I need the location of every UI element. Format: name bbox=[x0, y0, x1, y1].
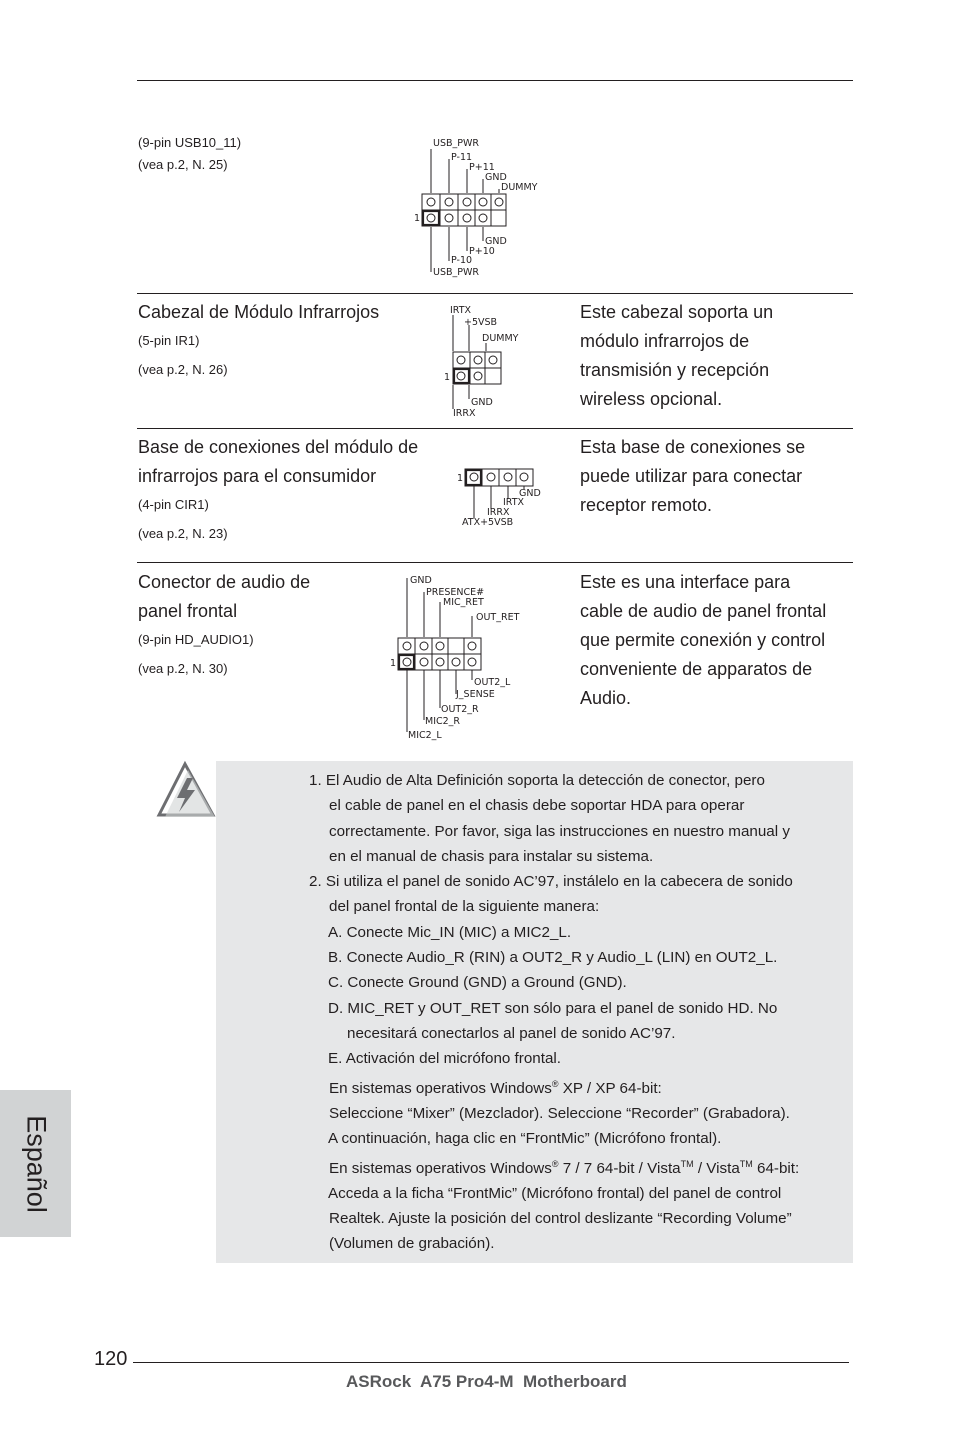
cir-desc-line: Esta base de conexiones se bbox=[580, 437, 806, 457]
ir-desc-line: wireless opcional. bbox=[580, 389, 723, 409]
cir-pin1-marker: 1 bbox=[457, 473, 464, 484]
w7-suffix: 64-bit: bbox=[752, 1159, 800, 1177]
usb-label-dummy: DUMMY bbox=[501, 182, 538, 193]
usb-label-p+11: P+11 bbox=[469, 162, 495, 173]
note-line: A continuación, haga clic en “FrontMic” (Micrófono frontal). bbox=[328, 1130, 722, 1148]
audio-label-out2-r: OUT2_R bbox=[441, 704, 479, 715]
audio-pin1-marker: 1 bbox=[390, 658, 397, 669]
note-line: el cable de panel en el chasis debe soportar HDA para operar bbox=[329, 797, 745, 815]
usb-label-p+10: P+10 bbox=[469, 246, 495, 257]
audio-pins-label: (9-pin HD_AUDIO1) bbox=[138, 632, 254, 647]
note-line: necesitará conectarlos al panel de sonido AC’97. bbox=[347, 1024, 676, 1042]
audio-label-mic2-l: MIC2_L bbox=[408, 730, 442, 741]
xp-prefix: En sistemas operativos Windows bbox=[329, 1079, 552, 1097]
audio-title bbox=[138, 568, 310, 626]
ir-desc-line: módulo infrarrojos de bbox=[580, 331, 750, 351]
audio-header-diagram bbox=[385, 572, 535, 744]
ir-desc-line: transmisión y recepción bbox=[580, 360, 770, 380]
cir-desc-line: puede utilizar para conectar bbox=[580, 466, 803, 486]
cir-title-line: Base de conexiones del módulo de bbox=[138, 437, 419, 457]
note-line: A. Conecte Mic_IN (MIC) a MIC2_L. bbox=[328, 923, 572, 941]
audio-label-mic2-r: MIC2_R bbox=[425, 716, 461, 727]
note-line: en el manual de chasis para instalar su sistema. bbox=[329, 847, 654, 865]
cir-ref-label: (vea p.2, N. 23) bbox=[138, 526, 228, 541]
usb-label-usb-pwr-top: USB_PWR bbox=[433, 138, 479, 149]
note-line: 1. El Audio de Alta Definición soporta la detección de conector, pero bbox=[309, 772, 765, 789]
divider-3 bbox=[137, 562, 853, 563]
note-line: B. Conecte Audio_R (RIN) a OUT2_R y Audio_L (LIN) en OUT2_L. bbox=[328, 949, 778, 967]
audio-title-line: panel frontal bbox=[138, 601, 238, 621]
ir-label-5vsb: +5VSB bbox=[464, 317, 498, 328]
cir-label-gnd: GND bbox=[519, 488, 541, 499]
note-line: Seleccione “Mixer” (Mezclador). Seleccione “Recorder” (Grabadora). bbox=[329, 1104, 790, 1122]
audio-label-gnd: GND bbox=[410, 575, 432, 586]
ir-label-gnd: GND bbox=[471, 397, 493, 408]
usb-label-gnd-bottom: GND bbox=[485, 236, 507, 247]
note-line: del panel frontal de la siguiente manera: bbox=[329, 898, 600, 916]
audio-title-line: Conector de audio de bbox=[138, 572, 311, 592]
audio-desc-line: Audio. bbox=[580, 688, 632, 708]
note-line: 2. Si utiliza el panel de sonido AC’97, instálelo en la cabecera de sonido bbox=[309, 873, 793, 891]
ir-pin1-marker: 1 bbox=[444, 372, 451, 383]
ir-ref-label: (vea p.2, N. 26) bbox=[138, 362, 228, 377]
audio-label-out-ret: OUT_RET bbox=[476, 612, 520, 623]
top-rule bbox=[137, 80, 853, 81]
note-line: Realtek. Ajuste la posición del control deslizante “Recording Volume” bbox=[329, 1210, 792, 1228]
cir-desc-line: receptor remoto. bbox=[580, 495, 713, 515]
page-number: 120 bbox=[94, 1348, 128, 1370]
audio-desc-line: conveniente de apparatos de bbox=[580, 659, 813, 679]
note-line: C. Conecte Ground (GND) a Ground (GND). bbox=[328, 974, 627, 992]
trademark-mark: TM bbox=[739, 1158, 753, 1169]
notes-text bbox=[309, 768, 853, 1257]
audio-ref-label: (vea p.2, N. 30) bbox=[138, 661, 228, 676]
cir-description bbox=[580, 433, 805, 520]
language-side-tab bbox=[0, 1090, 71, 1237]
usb-label-p-11: P-11 bbox=[451, 152, 473, 163]
divider-2 bbox=[137, 428, 853, 429]
footer-rule bbox=[133, 1362, 849, 1363]
note-line: correctamente. Por favor, siga las instrucciones en nuestro manual y bbox=[329, 822, 790, 840]
cir-label-irtx: IRTX bbox=[503, 497, 525, 508]
cir-label-irrx: IRRX bbox=[487, 507, 510, 518]
side-tab-label: Español bbox=[21, 1114, 51, 1213]
w7-mid1: 7 / 7 64-bit / Vista bbox=[558, 1159, 681, 1177]
usb-label-p-10: P-10 bbox=[451, 255, 473, 266]
w7-mid2: / Vista bbox=[693, 1159, 740, 1177]
usb-label-gnd-top: GND bbox=[485, 172, 507, 183]
note-line: (Volumen de grabación). bbox=[329, 1235, 495, 1253]
warning-lightning-icon bbox=[155, 760, 219, 820]
audio-label-j-sense: J_SENSE bbox=[456, 689, 495, 700]
ir-label-irrx: IRRX bbox=[453, 408, 476, 419]
cir-header-diagram bbox=[452, 462, 552, 530]
w7-prefix: En sistemas operativos Windows bbox=[329, 1159, 552, 1177]
ir-label-irtx: IRTX bbox=[450, 305, 472, 316]
ir-label-dummy: DUMMY bbox=[482, 333, 519, 344]
audio-label-presence: PRESENCE# bbox=[426, 587, 485, 598]
footer-title: ASRock A75 Pro4-M Motherboard bbox=[346, 1372, 627, 1391]
registered-mark: ® bbox=[551, 1078, 559, 1089]
note-line: E. Activación del micrófono frontal. bbox=[328, 1050, 561, 1068]
usb-pin1-marker: 1 bbox=[414, 213, 421, 224]
note-line bbox=[309, 1072, 853, 1101]
usb-header-diagram bbox=[405, 135, 550, 280]
cir-title bbox=[138, 433, 418, 491]
xp-suffix: XP / XP 64-bit: bbox=[558, 1079, 662, 1097]
audio-label-out2-l: OUT2_L bbox=[474, 677, 511, 688]
registered-mark: ® bbox=[551, 1158, 559, 1169]
cir-pins-label: (4-pin CIR1) bbox=[138, 497, 209, 512]
ir-desc-line: Este cabezal soporta un bbox=[580, 302, 774, 322]
audio-label-mic-ret: MIC_RET bbox=[443, 597, 484, 608]
cir-title-line: infrarrojos para el consumidor bbox=[138, 466, 377, 486]
ir-title: Cabezal de Módulo Infrarrojos bbox=[138, 302, 380, 322]
usb-ref-label: (vea p.2, N. 25) bbox=[138, 157, 228, 172]
ir-pins-label: (5-pin IR1) bbox=[138, 333, 200, 348]
audio-desc-line: Este es una interface para bbox=[580, 572, 791, 592]
audio-desc-line: que permite conexión y control bbox=[580, 630, 826, 650]
audio-description bbox=[580, 568, 826, 713]
note-line: D. MIC_RET y OUT_RET son sólo para el panel de sonido HD. No bbox=[328, 999, 778, 1017]
ir-description bbox=[580, 298, 773, 414]
cir-label-atx5vsb: ATX+5VSB bbox=[462, 517, 514, 528]
note-line bbox=[309, 1152, 853, 1181]
note-line: Acceda a la ficha “FrontMic” (Micrófono frontal) del panel de control bbox=[328, 1184, 782, 1202]
usb-label-usb-pwr-bottom: USB_PWR bbox=[433, 267, 479, 278]
usb-pins-label: (9-pin USB10_11) bbox=[138, 135, 242, 150]
divider-1 bbox=[137, 293, 853, 294]
trademark-mark: TM bbox=[680, 1158, 694, 1169]
ir-header-diagram bbox=[440, 303, 540, 421]
audio-desc-line: cable de audio de panel frontal bbox=[580, 601, 827, 621]
